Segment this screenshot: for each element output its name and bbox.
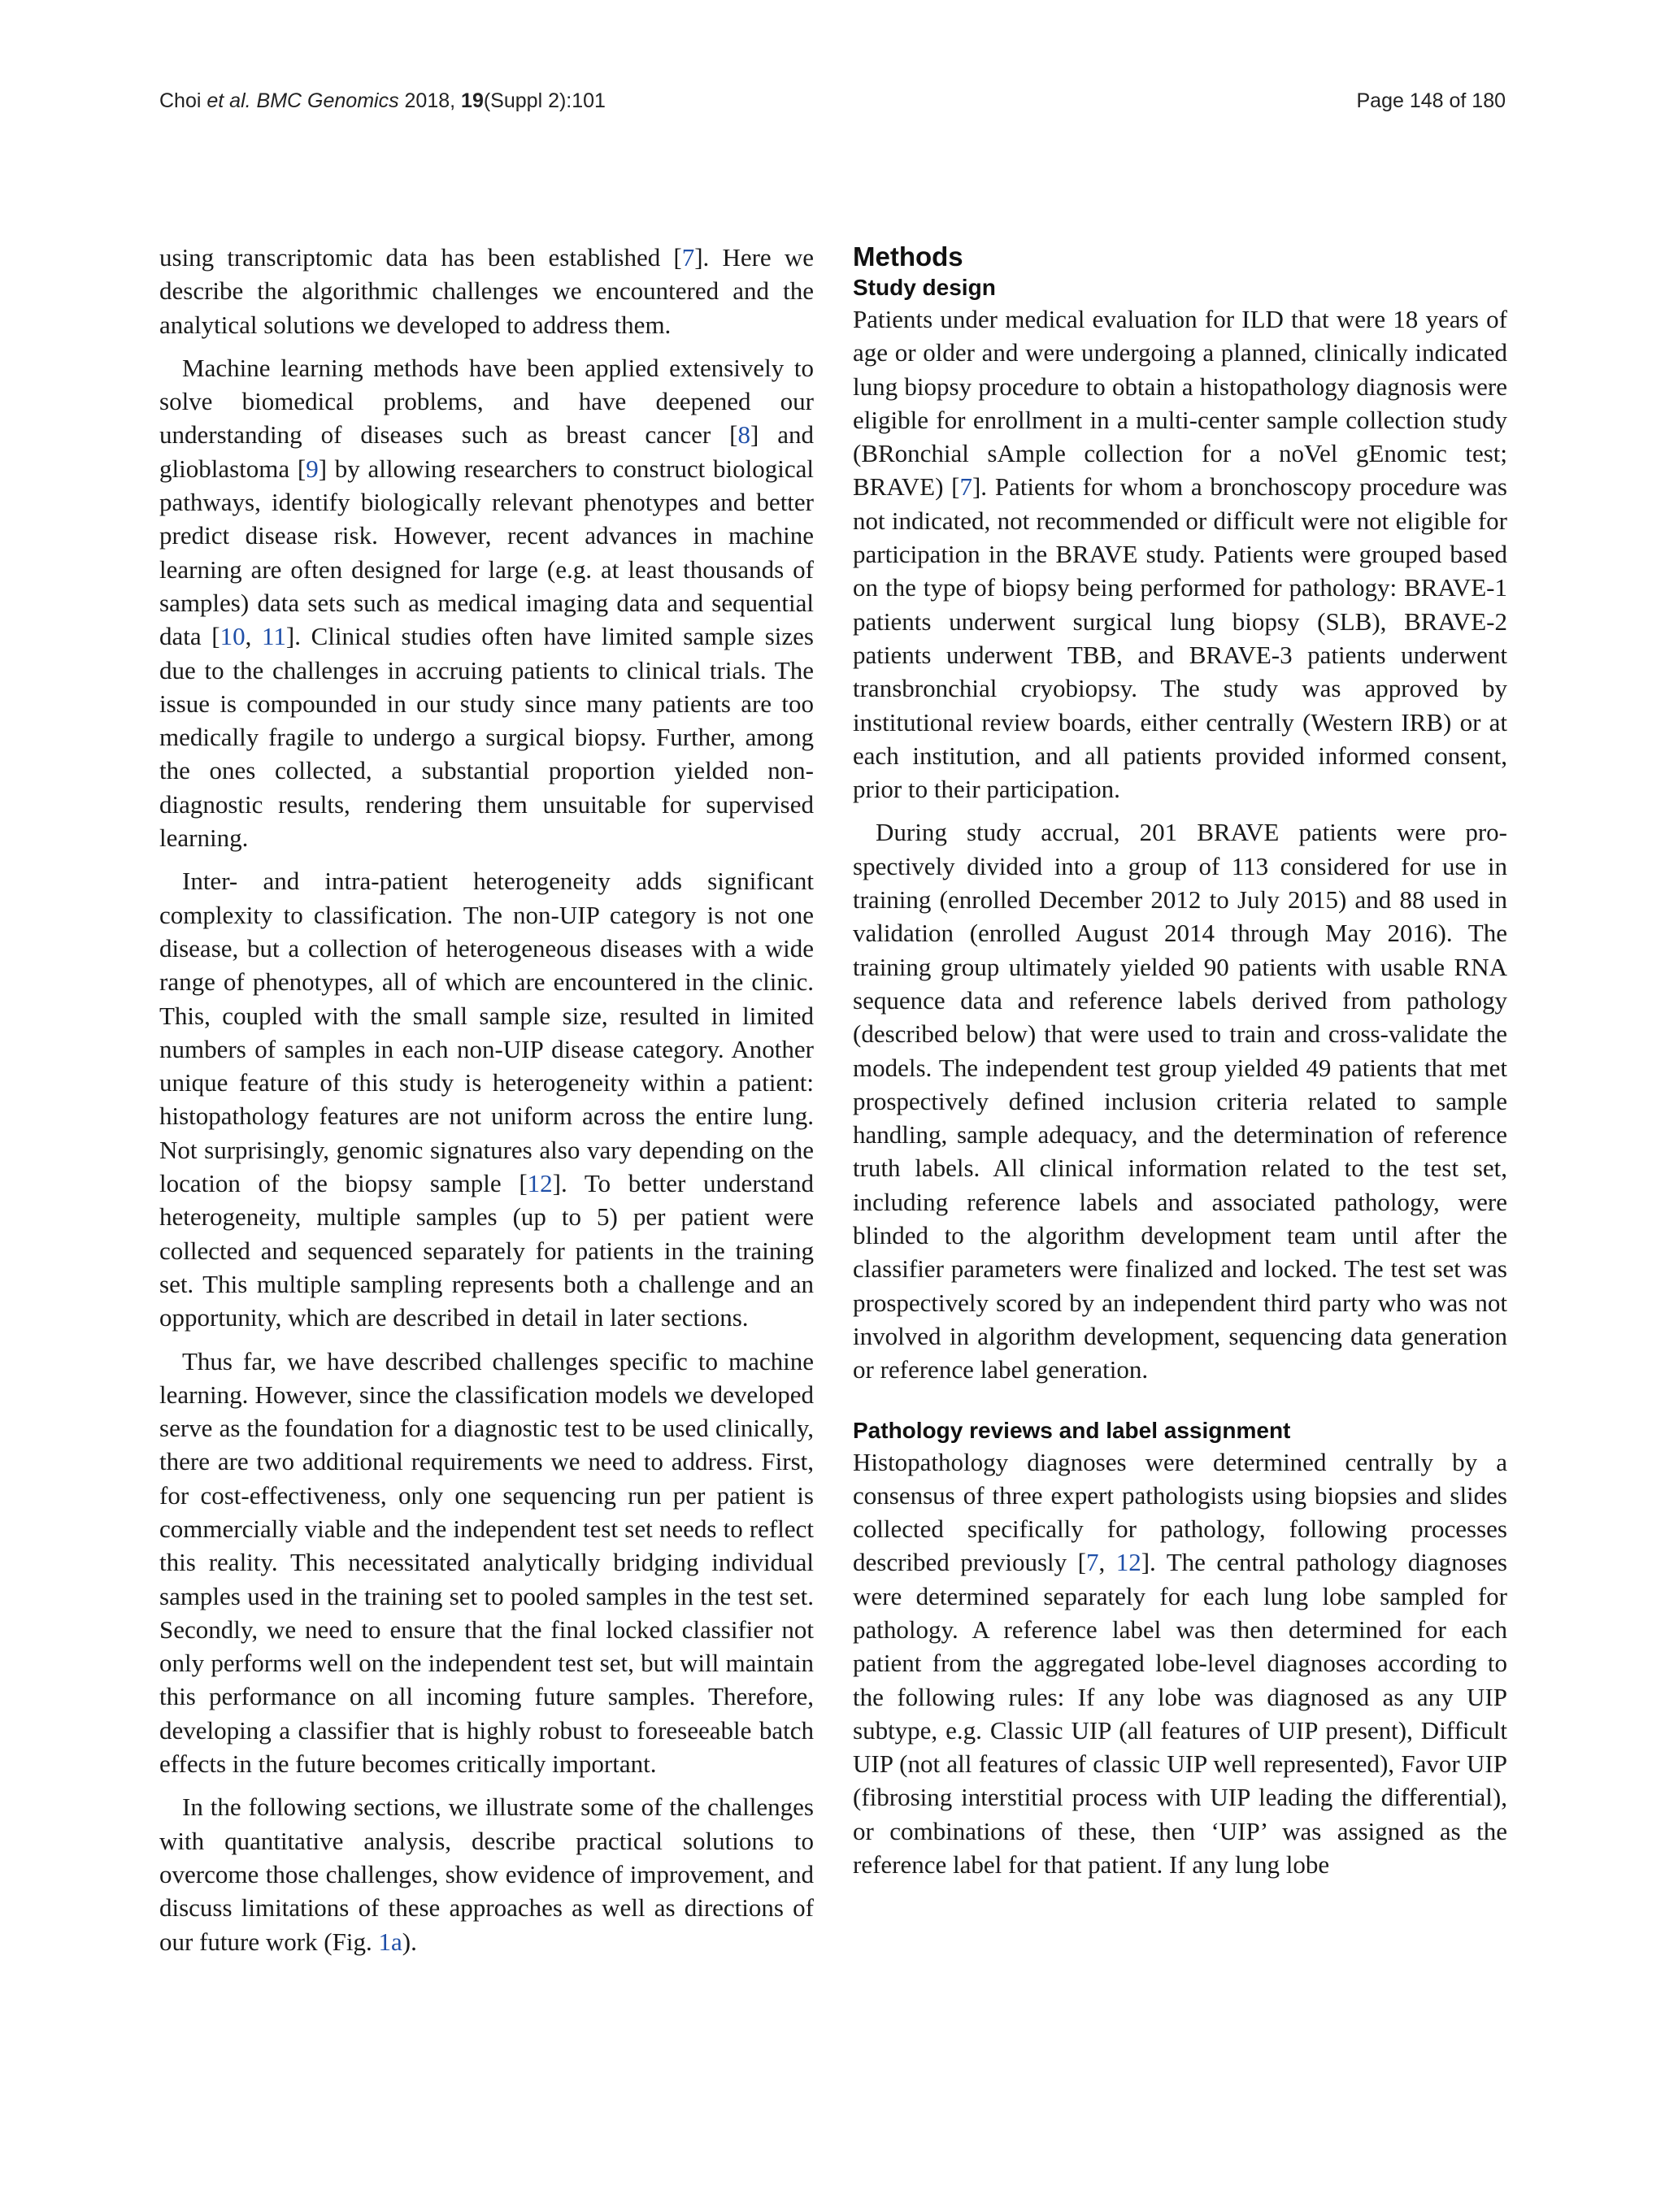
right-column: [853, 241, 1507, 1881]
paragraph: During study accrual, 201 BRAVE patients were prospectively divided into a group of 113 considered for use in training (enrolled December 2012 to July 2015) and 88 used in validation (enrolled August 2014 through May 2016). The training group ultimately yielded 90 patients with usable RNA sequence data and reference labels derived from pathology (described below) that were used to train and cross-validate the models. The independent test group yielded 49 patients that met prospectively defined inclusion criteria related to sample handling, sample adequacy, and the determination of reference truth labels. All clinical information related to the test set, including reference labels and associated pathology, were blinded to the algorithm development team until after the classifier parameters were finalized and locked. The test set was prospectively scored by an independent third party who was not involved in algorithm development, sequencing data generation or reference label generation.: [853, 818, 1507, 1384]
subsection-heading: Pathology reviews and label assignment: [853, 1417, 1291, 1443]
figure-link[interactable]: 1a: [378, 1927, 402, 1956]
running-header: [159, 89, 1506, 122]
paragraph: using transcriptomic data has been established [7]. Here we describe the algorithmic challenges we encountered and the analytical solutions we developed to address them.: [159, 243, 814, 339]
citation-link[interactable]: 7: [959, 472, 972, 502]
citation-link[interactable]: 10: [220, 622, 246, 651]
citation-link[interactable]: 9: [306, 454, 319, 483]
left-column: [159, 241, 814, 1958]
citation-link[interactable]: 11: [262, 622, 286, 651]
citation-link[interactable]: 7: [681, 243, 695, 272]
page-number: Page 148 of 180: [1356, 89, 1506, 112]
section-heading: Methods: [853, 241, 963, 272]
citation-line: Choi et al. BMC Genomics 2018, 19(Suppl 2):101: [159, 89, 606, 112]
citation-link[interactable]: 12: [1115, 1548, 1141, 1577]
citation-link[interactable]: 8: [737, 420, 750, 450]
paragraph: Machine learning methods have been applied extensively to solve biomedical problems, and have deepened our understanding of diseases such as breast cancer [8] and glioblastoma [9] by allowing researchers to construct biological pathways, identify biologically relevant phenotypes and better predict disease risk. However, recent advances in machine learning are often designed for large (e.g. at least thousands of samples) data sets such as medical imaging data and sequential data [10, 11]. Clinical studies often have limited sample sizes due to the challenges in accruing patients to clinical trials. The issue is compounded in our study since many patients are too medically fragile to undergo a surgical biopsy. Further, among the ones collected, a substantial proportion yielded non-diagnostic results, rendering them unsuitable for supervised learning.: [159, 353, 814, 853]
paragraph: Histopathology diagnoses were determined centrally by a consensus of three expert pathologists using biopsies and slides collected specifically for pathology, following processes described previously [7, 12]. The central pathology diagnoses were determined separately for each lung lobe sampled for pathology. A reference label was then determined for each patient from the aggregated lobe-level diagnoses according to the following rules: If any lobe was diagnosed as any UIP subtype, e.g. Classic UIP (all features of UIP present), Difficult UIP (not all features of classic UIP well represented), Favor UIP (fibrosing interstitial process with UIP leading the differential), or combinations of these, then ‘UIP’ was assigned as the reference label for that patient. If any lung lobe: [853, 1447, 1507, 1880]
subsection-heading: Study design: [853, 275, 996, 300]
paragraph: Inter- and intra-patient heterogeneity adds significant complexity to classification. The non-UIP category is not one disease, but a collection of heterogeneous diseases with a wide range of phenotypes, all of which are encountered in the clinic. This, coupled with the small sample size, resulted in limited numbers of samples in each non-UIP disease category. Another unique feature of this study is heterogeneity within a patient: histopathology features are not uniform across the entire lung. Not surprisingly, genomic signatures also vary depending on the location of the biopsy sample [12]. To better understand heterogeneity, multiple samples (up to 5) per patient were collected and sequenced separately for patients in the training set. This multiple sampling represents both a challenge and an opportunity, which are described in detail in later sections.: [159, 867, 814, 1332]
citation-link[interactable]: 12: [527, 1169, 553, 1198]
paragraph: In the following sections, we illustrate some of the challenges with quantitative analysis, describe practical solutions to overcome those challenges, show evidence of improvement, and discuss limitations of these approaches as well as directions of our future work (Fig. 1a).: [159, 1793, 814, 1956]
citation-link[interactable]: 7: [1085, 1548, 1099, 1577]
paragraph: Patients under medical evaluation for ILD that were 18 years of age or older and were undergoing a planned, clinically indicated lung biopsy procedure to obtain a histopathology diagnosis were eligible for enrollment in a multi-center sample collection study (BRonchial sAmple collection for a noVel gEnomic test; BRAVE) [7]. Patients for whom a bronchoscopy procedure was not indicated, not recommended or difficult were not eligible for participation in the BRAVE study. Patients were grouped based on the type of biopsy being performed for pathology: BRAVE-1 patients underwent surgical lung biopsy (SLB), BRAVE-2 patients underwent TBB, and BRAVE-3 patients underwent transbronchial cryobiopsy. The study was approved by institutional review boards, either centrally (Western IRB) or at each institution, and all patients provided informed consent, prior to their participation.: [853, 305, 1507, 804]
paragraph: Thus far, we have described challenges specific to machine learning. However, since the classification models we developed serve as the foundation for a diagnostic test to be used clinically, there are two additional requirements we need to address. First, for cost-effectiveness, only one sequencing run per patient is commercially viable and the independent test set needs to reflect this reality. This necessitated analytically bridging individual samples used in the training set to pooled samples in the test set. Secondly, we need to ensure that the final locked classifier not only performs well on the independent test set, but will maintain this performance on all incoming future samples. Therefore, developing a classifier that is highly robust to foreseeable batch effects in the future becomes critically important.: [159, 1346, 814, 1779]
